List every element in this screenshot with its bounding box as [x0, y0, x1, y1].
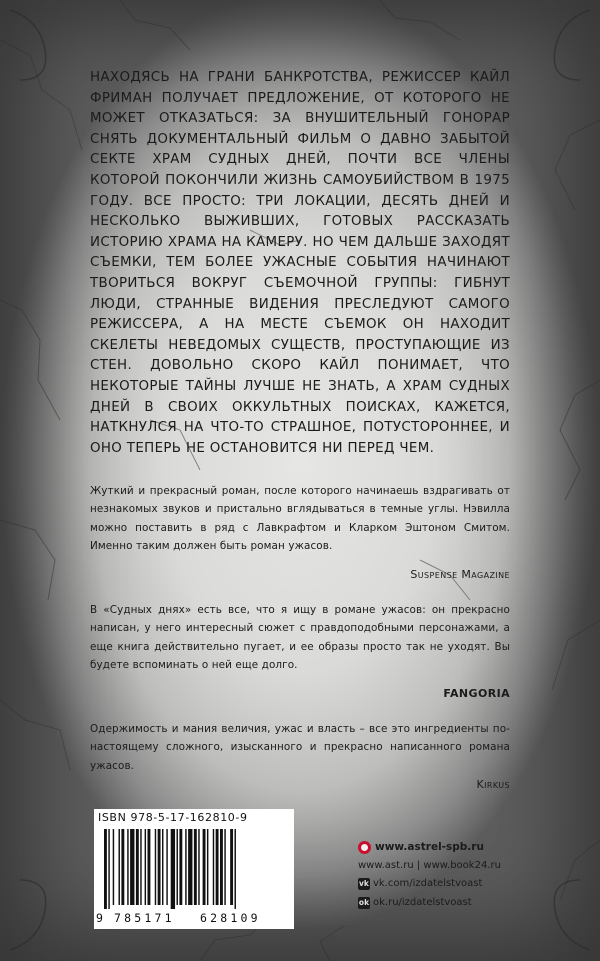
contact-vk-row: [358, 875, 501, 894]
ok-link[interactable]: ok.ru/izdatelstvoast: [373, 896, 472, 908]
review-quote-1: Жуткий и прекрасный роман, после которого начинаешь вздрагивать от незнакомых звуков и пристально вглядываться в темные углы. Нэвилла можно поставить в ряд с Лавкрафтом и Кларком Эштоном Смитом. Именно таким должен быть роман ужасов.: [90, 485, 510, 553]
publisher-logo-icon: [358, 841, 371, 854]
publisher-sites-links[interactable]: www.ast.ru | www.book24.ru: [358, 859, 501, 871]
contact-sites-row: [358, 857, 501, 876]
vk-link[interactable]: vk.com/izdatelstvoast: [373, 878, 483, 889]
barcode-block: [94, 809, 294, 929]
book-synopsis: НАХОДЯСЬ НА ГРАНИ БАНКРОТСТВА, РЕЖИССЕР КАЙЛ ФРИМАН ПОЛУЧАЕТ ПРЕДЛОЖЕНИЕ, ОТ КОТОРОГО НЕ МОЖЕТ ОТКАЗАТЬСЯ: ЗА ВНУШИТЕЛЬНЫЙ ГОНОРАР СНЯТЬ ДОКУМЕНТАЛЬНЫЙ ФИЛЬМ О ДАВНО ЗАБЫТОЙ СЕКТЕ ХРАМ СУДНЫХ ДНЕЙ, ПОЧТИ ВСЕ ЧЛЕНЫ КОТОРОЙ ПОКОНЧИЛИ ЖИЗНЬ САМОУБИЙСТВОМ В 1975 ГОДУ. ВСЕ ПРОСТО: ТРИ ЛОКАЦИИ, ДЕСЯТЬ ДНЕЙ И НЕСКОЛЬКО ВЫЖИВШИХ, ГОТОВЫХ РАССКАЗАТЬ ИСТОРИЮ ХРАМА НА КАМЕРУ. НО ЧЕМ ДАЛЬШЕ ЗАХОДЯТ СЪЕМКИ, ТЕМ БОЛЕЕ УЖАСНЫЕ СОБЫТИЯ НАЧИНАЮТ ТВОРИТЬСЯ ВОКРУГ СЪЕМОЧНОЙ ГРУППЫ: ГИБНУТ ЛЮДИ, СТРАННЫЕ ВИДЕНИЯ ПРЕСЛЕДУЮТ САМОГО РЕЖИССЕРА, А НА МЕСТЕ СЪЕМОК ОН НАХОДИТ СКЕЛЕТЫ НЕВЕДОМЫХ СУЩЕСТВ, ПРОСТУПАЮЩИЕ ИЗ СТЕН. ДОВОЛЬНО СКОРО КАЙЛ ПОНИМАЕТ, ЧТО НЕКОТОРЫЕ ТАЙНЫ ЛУЧШЕ НЕ ЗНАТЬ, А ХРАМ СУДНЫХ ДНЕЙ В СВОИХ ОККУЛЬТНЫХ ПОИСКАХ, КАЖЕТСЯ, НАТКНУЛСЯ НА ЧТО-ТО СТРАШНОЕ, ПОТУСТОРОННЕЕ, И ОНО ТЕПЕРЬ НЕ ОСТАНОВИТСЯ НИ ПЕРЕД ЧЕМ.: [90, 70, 510, 456]
barcode-digit-group-1: 785171: [114, 911, 175, 925]
barcode-digit-group-2: 628109: [200, 911, 261, 925]
contact-site-row: [358, 838, 501, 857]
ok-icon: ok: [358, 897, 370, 907]
barcode-digit-first: 9: [96, 911, 103, 925]
barcode-bars: [104, 829, 284, 909]
contact-ok-row: [358, 894, 501, 913]
review-source-2: FANGORIA: [443, 687, 510, 700]
isbn-number: ISBN 978-5-17-162810-9: [98, 811, 248, 824]
review-source-3: Kirkus: [476, 778, 510, 791]
vk-icon: vk: [359, 879, 369, 889]
review-quote-2: В «Судных днях» есть все, что я ищу в романе ужасов: он прекрасно написан, у него интересный сюжет с правдоподобными персонажами, а еще книга действительно пугает, и ее образы просто так не уходят. Вы будете вспоминать о ней еще долго.: [90, 604, 510, 672]
publisher-site-link[interactable]: www.astrel-spb.ru: [375, 841, 484, 853]
review-source-1: Suspense Magazine: [410, 568, 510, 581]
publisher-contacts: [358, 838, 501, 912]
review-quote-3: Одержимость и мания величия, ужас и власть – все это ингредиенты по-настоящему сложного, изысканного и прекрасно написанного романа ужасов.: [90, 723, 510, 772]
